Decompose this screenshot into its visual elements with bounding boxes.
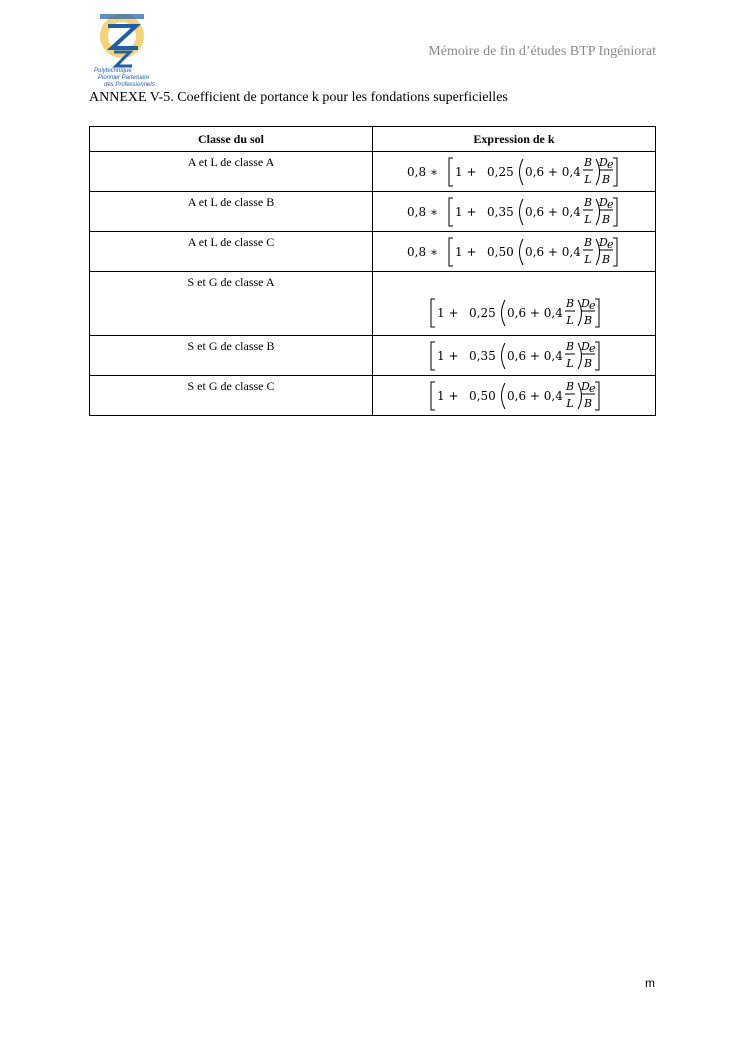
fraction-D: D [581,297,590,310]
fraction-D: D [599,195,608,209]
fraction-L: L [566,356,574,370]
left-bracket [431,299,435,327]
formula-one-plus: 1 + [437,388,459,403]
page-number: m [645,976,655,990]
fraction-D-subscript-e: e [607,157,614,171]
soil-class-cell: S et G de classe B [90,336,373,376]
left-bracket [431,382,435,410]
expression-cell [373,376,656,416]
left-bracket [449,198,453,226]
formula-coefficient: 0,50 [487,244,514,259]
logo-text-1: Polytechnique [94,68,132,74]
formula-one-plus: 1 + [437,348,459,363]
table-row [90,232,656,272]
formula-inner-term: 0,6 + 0,4 [525,164,581,179]
fraction-B-denominator: B [583,356,593,370]
soil-class-cell: A et L de classe B [90,192,373,232]
left-paren [520,239,524,265]
fraction-D: D [599,155,608,169]
formula-prefix: 0,8 ∗ [407,204,439,219]
expression-cell [373,336,656,376]
fraction-L: L [566,314,574,327]
formula-prefix: 0,8 ∗ [407,164,439,179]
k-formula [429,295,603,331]
fraction-D: D [599,235,608,249]
k-formula [407,234,621,270]
formula-inner-term: 0,6 + 0,4 [525,244,581,259]
right-bracket [595,382,599,410]
right-bracket [595,342,599,370]
right-bracket [613,238,617,266]
logo-text-3: des Professionnels [104,82,155,88]
right-bracket [613,198,617,226]
header-expression: Expression de k [373,127,656,152]
formula-inner-term: 0,6 + 0,4 [507,306,563,320]
table-row [90,272,656,336]
fraction-B: B [565,379,575,393]
fraction-B: B [583,155,593,169]
fraction-B: B [583,235,593,249]
k-formula [407,194,621,230]
fraction-D-subscript-e: e [589,341,596,355]
fraction-D-subscript-e: e [589,381,596,395]
fraction-L: L [584,172,592,186]
formula-inner-term: 0,6 + 0,4 [507,348,563,363]
table-row [90,376,656,416]
fraction-D-subscript-e: e [607,237,614,251]
right-bracket [595,299,599,327]
running-header-title: Mémoire de fin d’études BTP Ingéniorat [428,44,656,59]
fraction-D: D [581,339,590,353]
soil-class-cell: S et G de classe C [90,376,373,416]
formula-inner-term: 0,6 + 0,4 [525,204,581,219]
table-row [90,152,656,192]
fraction-B-denominator: B [583,314,593,327]
institution-logo [92,12,156,92]
annex-caption: ANNEXE V-5. Coefficient de portance k pour les fondations superficielles [89,90,508,105]
bearing-coefficient-table [89,126,656,416]
soil-class-cell: A et L de classe C [90,232,373,272]
fraction-D-subscript-e: e [607,197,614,211]
fraction-B: B [565,297,575,310]
table-header-row [90,127,656,152]
formula-coefficient: 0,35 [487,204,514,219]
left-paren [502,300,506,326]
table-row [90,336,656,376]
table-row [90,192,656,232]
formula-prefix: 0,8 ∗ [407,244,439,259]
expression-cell [373,192,656,232]
soil-class-cell: A et L de classe A [90,152,373,192]
formula-one-plus: 1 + [455,244,477,259]
fraction-B-denominator: B [583,396,593,410]
k-formula [407,154,621,190]
logo-text-2: Pionnier Partenaire [98,75,150,81]
formula-coefficient: 0,25 [469,306,496,320]
fraction-L: L [584,212,592,226]
formula-coefficient: 0,25 [487,164,514,179]
formula-coefficient: 0,35 [469,348,496,363]
k-formula [429,378,603,414]
expression-cell [373,232,656,272]
fraction-D-subscript-e: e [589,299,596,312]
left-paren [502,343,506,369]
fraction-D: D [581,379,590,393]
fraction-L: L [566,396,574,410]
fraction-L: L [584,252,592,266]
formula-coefficient: 0,50 [469,388,496,403]
left-bracket [431,342,435,370]
fraction-B-denominator: B [601,172,611,186]
formula-inner-term: 0,6 + 0,4 [507,388,563,403]
fraction-B: B [565,339,575,353]
left-paren [520,199,524,225]
left-bracket [449,238,453,266]
formula-one-plus: 1 + [455,204,477,219]
k-formula [429,338,603,374]
left-paren [520,159,524,185]
fraction-B-denominator: B [601,212,611,226]
fraction-B: B [583,195,593,209]
right-bracket [613,158,617,186]
formula-one-plus: 1 + [437,306,459,320]
fraction-B-denominator: B [601,252,611,266]
formula-one-plus: 1 + [455,164,477,179]
left-paren [502,383,506,409]
header-soil-class: Classe du sol [90,127,373,152]
expression-cell [373,152,656,192]
soil-class-cell: S et G de classe A [90,272,373,336]
expression-cell [373,272,656,336]
left-bracket [449,158,453,186]
